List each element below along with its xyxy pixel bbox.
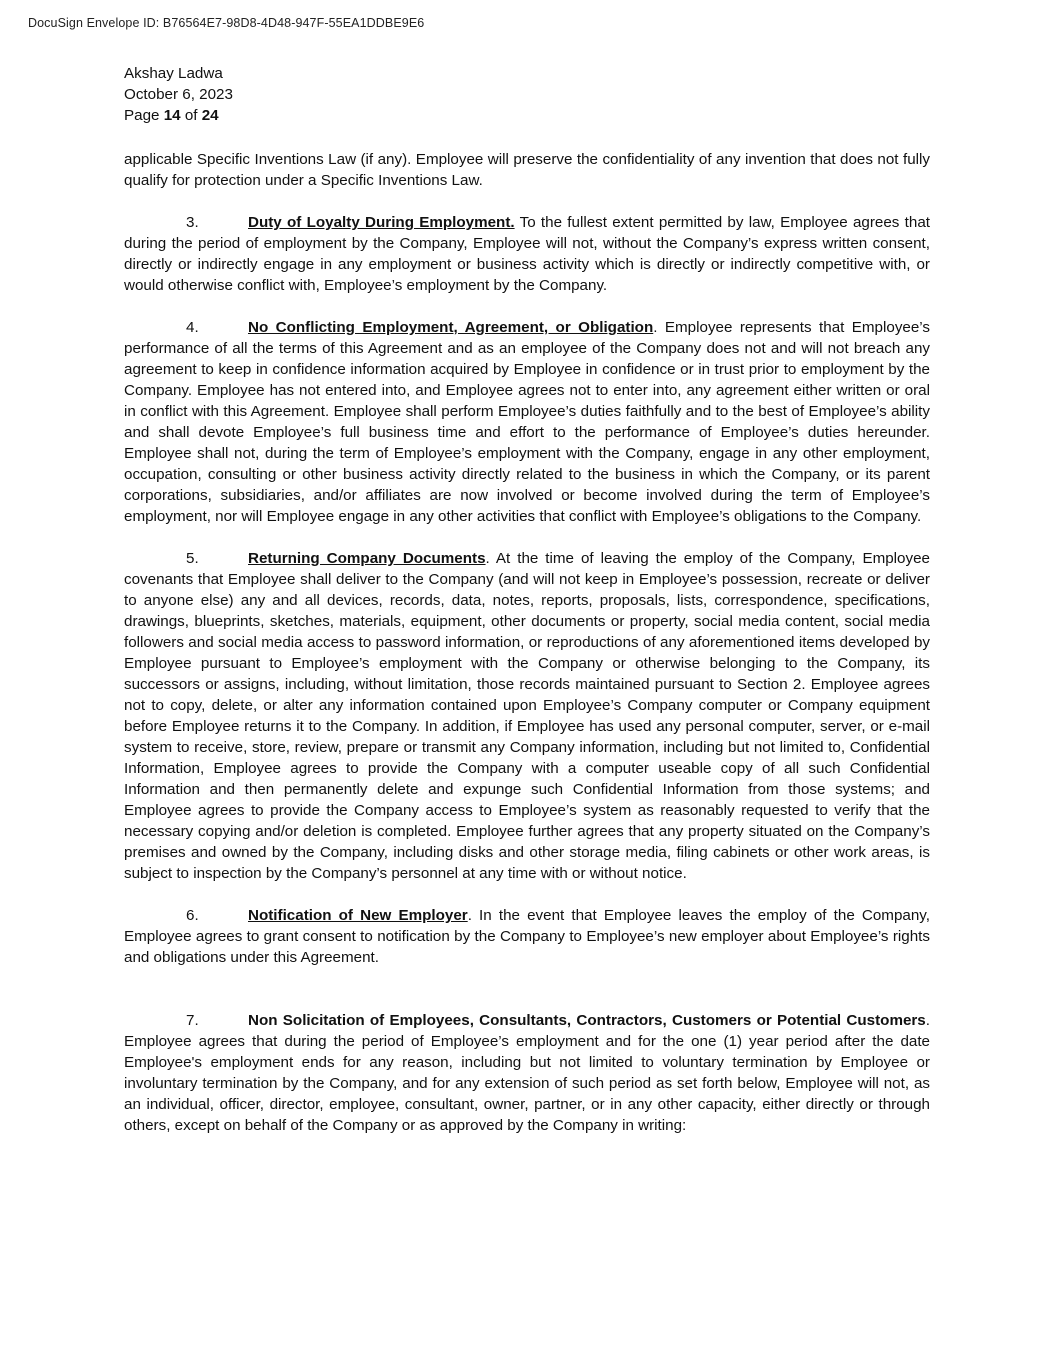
- section-3: [124, 212, 930, 296]
- letter-header: [124, 63, 930, 126]
- section-7: 7. Non Solicitation of Employees, Consultants, Contractors, Customers or Potential Customers. Employee agrees that during the period of Employee’s employment and for the one (1) year period after the date Employee's employment ends for any reason, including but not limited to voluntary termination by Employee or involuntary termination by the Company, and for any extension of such period as set forth below, Employee will not, as an individual, officer, director, employee, consultant, owner, partner, or in any other capacity, either directly or through others, except on behalf of the Company or as approved by the Company in writing:: [124, 1012, 930, 1134]
- page-total: 24: [201, 107, 219, 124]
- section-heading: No Conflicting Employment, Agreement, or Obligation: [248, 319, 654, 336]
- document-body: [124, 63, 930, 1157]
- section-5: 5. Returning Company Documents. At the time of leaving the employ of the Company, Employee covenants that Employee shall deliver to the Company (and will not keep in Employee’s possession, recreate or deliver to anyone else) any and all devices, records, data, notes, reports, proposals, lists, correspondence, specifications, drawings, blueprints, sketches, materials, equipment, other documents or property, social media content, social media followers and social media access to password information, or reproductions of any aforementioned items developed by Employee pursuant to Employee’s employment with the Company or otherwise belonging to the Company, its successors or assigns, including, without limitation, those records maintained pursuant to Section 2. Employee agrees not to copy, delete, or alter any information contained upon Employee’s Company computer or Company equipment before Employee returns it to the Company. In addition, if Employee has used any personal computer, server, or e-mail system to receive, store, review, prepare or transmit any Company information, including but not limited to, Confidential Information, Employee agrees to provide the Company with a computer useable copy of all such Confidential Information and then permanently delete and expunge such Confidential Information from those systems; and Employee agrees to provide the Company access to Employee’s system as reasonably requested to verify that the necessary copying and/or deletion is completed. Employee further agrees that any property situated on the Company’s premises and owned by the Company, including disks and other storage media, filing cabinets or other work areas, is subject to inspection by the Company’s personnel at any time with or without notice.: [124, 550, 930, 882]
- section-text: To the fullest extent permitted by law, Employee agrees that during the period of employment by the Company, Employee will not, without the Company’s express written consent, directly or indirectly engage in any employment or business activity which is directly or indirectly competitive with, or would otherwise conflict with, Employee’s employment by the Company.: [124, 214, 930, 294]
- section-text: At the time of leaving the employ of the Company, Employee covenants that Employee shall deliver to the Company (and will not keep in Employee’s possession, recreate or deliver to anyone else) any and all devices, records, data, notes, reports, proposals, lists, correspondence, specifications, drawings, blueprints, sketches, materials, equipment, other documents or property, social media content, social media followers and social media access to password information, or reproductions of any aforementioned items developed by Employee pursuant to Employee’s employment with the Company or otherwise belonging to the Company, its successors or assigns, including, without limitation, those records maintained pursuant to Section 2. Employee agrees not to copy, delete, or alter any information contained upon Employee’s Company computer or Company equipment before Employee returns it to the Company. In addition, if Employee has used any personal computer, server, or e-mail system to receive, store, review, prepare or transmit any Company information, including but not limited to, Confidential Information, Employee agrees to provide the Company with a computer useable copy of all such Confidential Information and then permanently delete and expunge such Confidential Information from those systems; and Employee agrees to provide the Company access to Employee’s system as reasonably requested to verify that the necessary copying and/or deletion is completed. Employee further agrees that any property situated on the Company’s premises and owned by the Company, including disks and other storage media, filing cabinets or other work areas, is subject to inspection by the Company’s personnel at any time with or without notice.: [124, 550, 930, 882]
- docusign-envelope-id: DocuSign Envelope ID: B76564E7-98D8-4D48-947F-55EA1DDBE9E6: [28, 16, 425, 30]
- section-number: 3.: [186, 214, 199, 231]
- section-number: 6.: [186, 907, 199, 924]
- section-text: In the event that Employee leaves the employ of the Company, Employee agrees to grant consent to notification by the Company to Employee’s new employer about Employee’s rights and obligations under this Agreement.: [124, 907, 930, 966]
- page-current: 14: [163, 107, 181, 124]
- section-heading: Duty of Loyalty During Employment.: [248, 214, 515, 231]
- section-text: Employee represents that Employee’s performance of all the terms of this Agreement and as an employee of the Company does not and will not breach any agreement to keep in confidence information acquired by Employee in confidence or in trust prior to employment by the Company. Employee has not entered into, and Employee agrees not to enter into, any agreement either written or oral in conflict with this Agreement. Employee shall perform Employee’s duties faithfully and to the best of Employee’s ability and shall devote Employee’s full business time and effort to the performance of Employee’s duties hereunder. Employee shall not, during the term of Employee’s employment with the Company, engage in any other employment, occupation, consulting or other business activity directly related to the business in which the Company, or its parent corporations, subsidiaries, and/or affiliates are now involved or become involved during the term of Employee’s employment, nor will Employee engage in any other activities that conflict with Employee’s obligations to the Company.: [124, 319, 930, 525]
- section-6: 6. Notification of New Employer. In the event that Employee leaves the employ of the Company, Employee agrees to grant consent to notification by the Company to Employee’s new employer about Employee’s rights and obligations under this Agreement.: [124, 907, 930, 966]
- intro-paragraph: applicable Specific Inventions Law (if any). Employee will preserve the confidentiality of any invention that does not fully qualify for protection under a Specific Inventions Law.: [124, 151, 930, 189]
- section-heading: Non Solicitation of Employees, Consultants, Contractors, Customers or Potential Customers: [248, 1012, 926, 1029]
- page-number: Page 14 of 24: [124, 107, 219, 124]
- recipient-name: Akshay Ladwa: [124, 65, 223, 82]
- section-number: 5.: [186, 550, 199, 567]
- letter-date: October 6, 2023: [124, 86, 233, 103]
- section-number: 4.: [186, 319, 199, 336]
- section-number: 7.: [186, 1012, 199, 1029]
- section-4: 4. No Conflicting Employment, Agreement, or Obligation. Employee represents that Employee’s performance of all the terms of this Agreement and as an employee of the Company does not and will not breach any agreement to keep in confidence information acquired by Employee in confidence or in trust prior to employment by the Company. Employee has not entered into, and Employee agrees not to enter into, any agreement either written or oral in conflict with this Agreement. Employee shall perform Employee’s duties faithfully and to the best of Employee’s ability and shall devote Employee’s full business time and effort to the performance of Employee’s duties hereunder. Employee shall not, during the term of Employee’s employment with the Company, engage in any other employment, occupation, consulting or other business activity directly related to the business in which the Company, or its parent corporations, subsidiaries, and/or affiliates are now involved or become involved during the term of Employee’s employment, nor will Employee engage in any other activities that conflict with Employee’s obligations to the Company.: [124, 319, 930, 525]
- spacer: [124, 989, 930, 1010]
- section-heading: Notification of New Employer: [248, 907, 468, 924]
- section-text: Employee agrees that during the period of Employee’s employment and for the one (1) year period after the date Employee's employment ends for any reason, including but not limited to voluntary termination by Employee or involuntary termination by the Company, and for any extension of such period as set forth below, Employee will not, as an individual, officer, director, employee, consultant, owner, partner, or in any other capacity, either directly or through others, except on behalf of the Company or as approved by the Company in writing:: [124, 1033, 930, 1134]
- section-heading: Returning Company Documents: [248, 550, 486, 567]
